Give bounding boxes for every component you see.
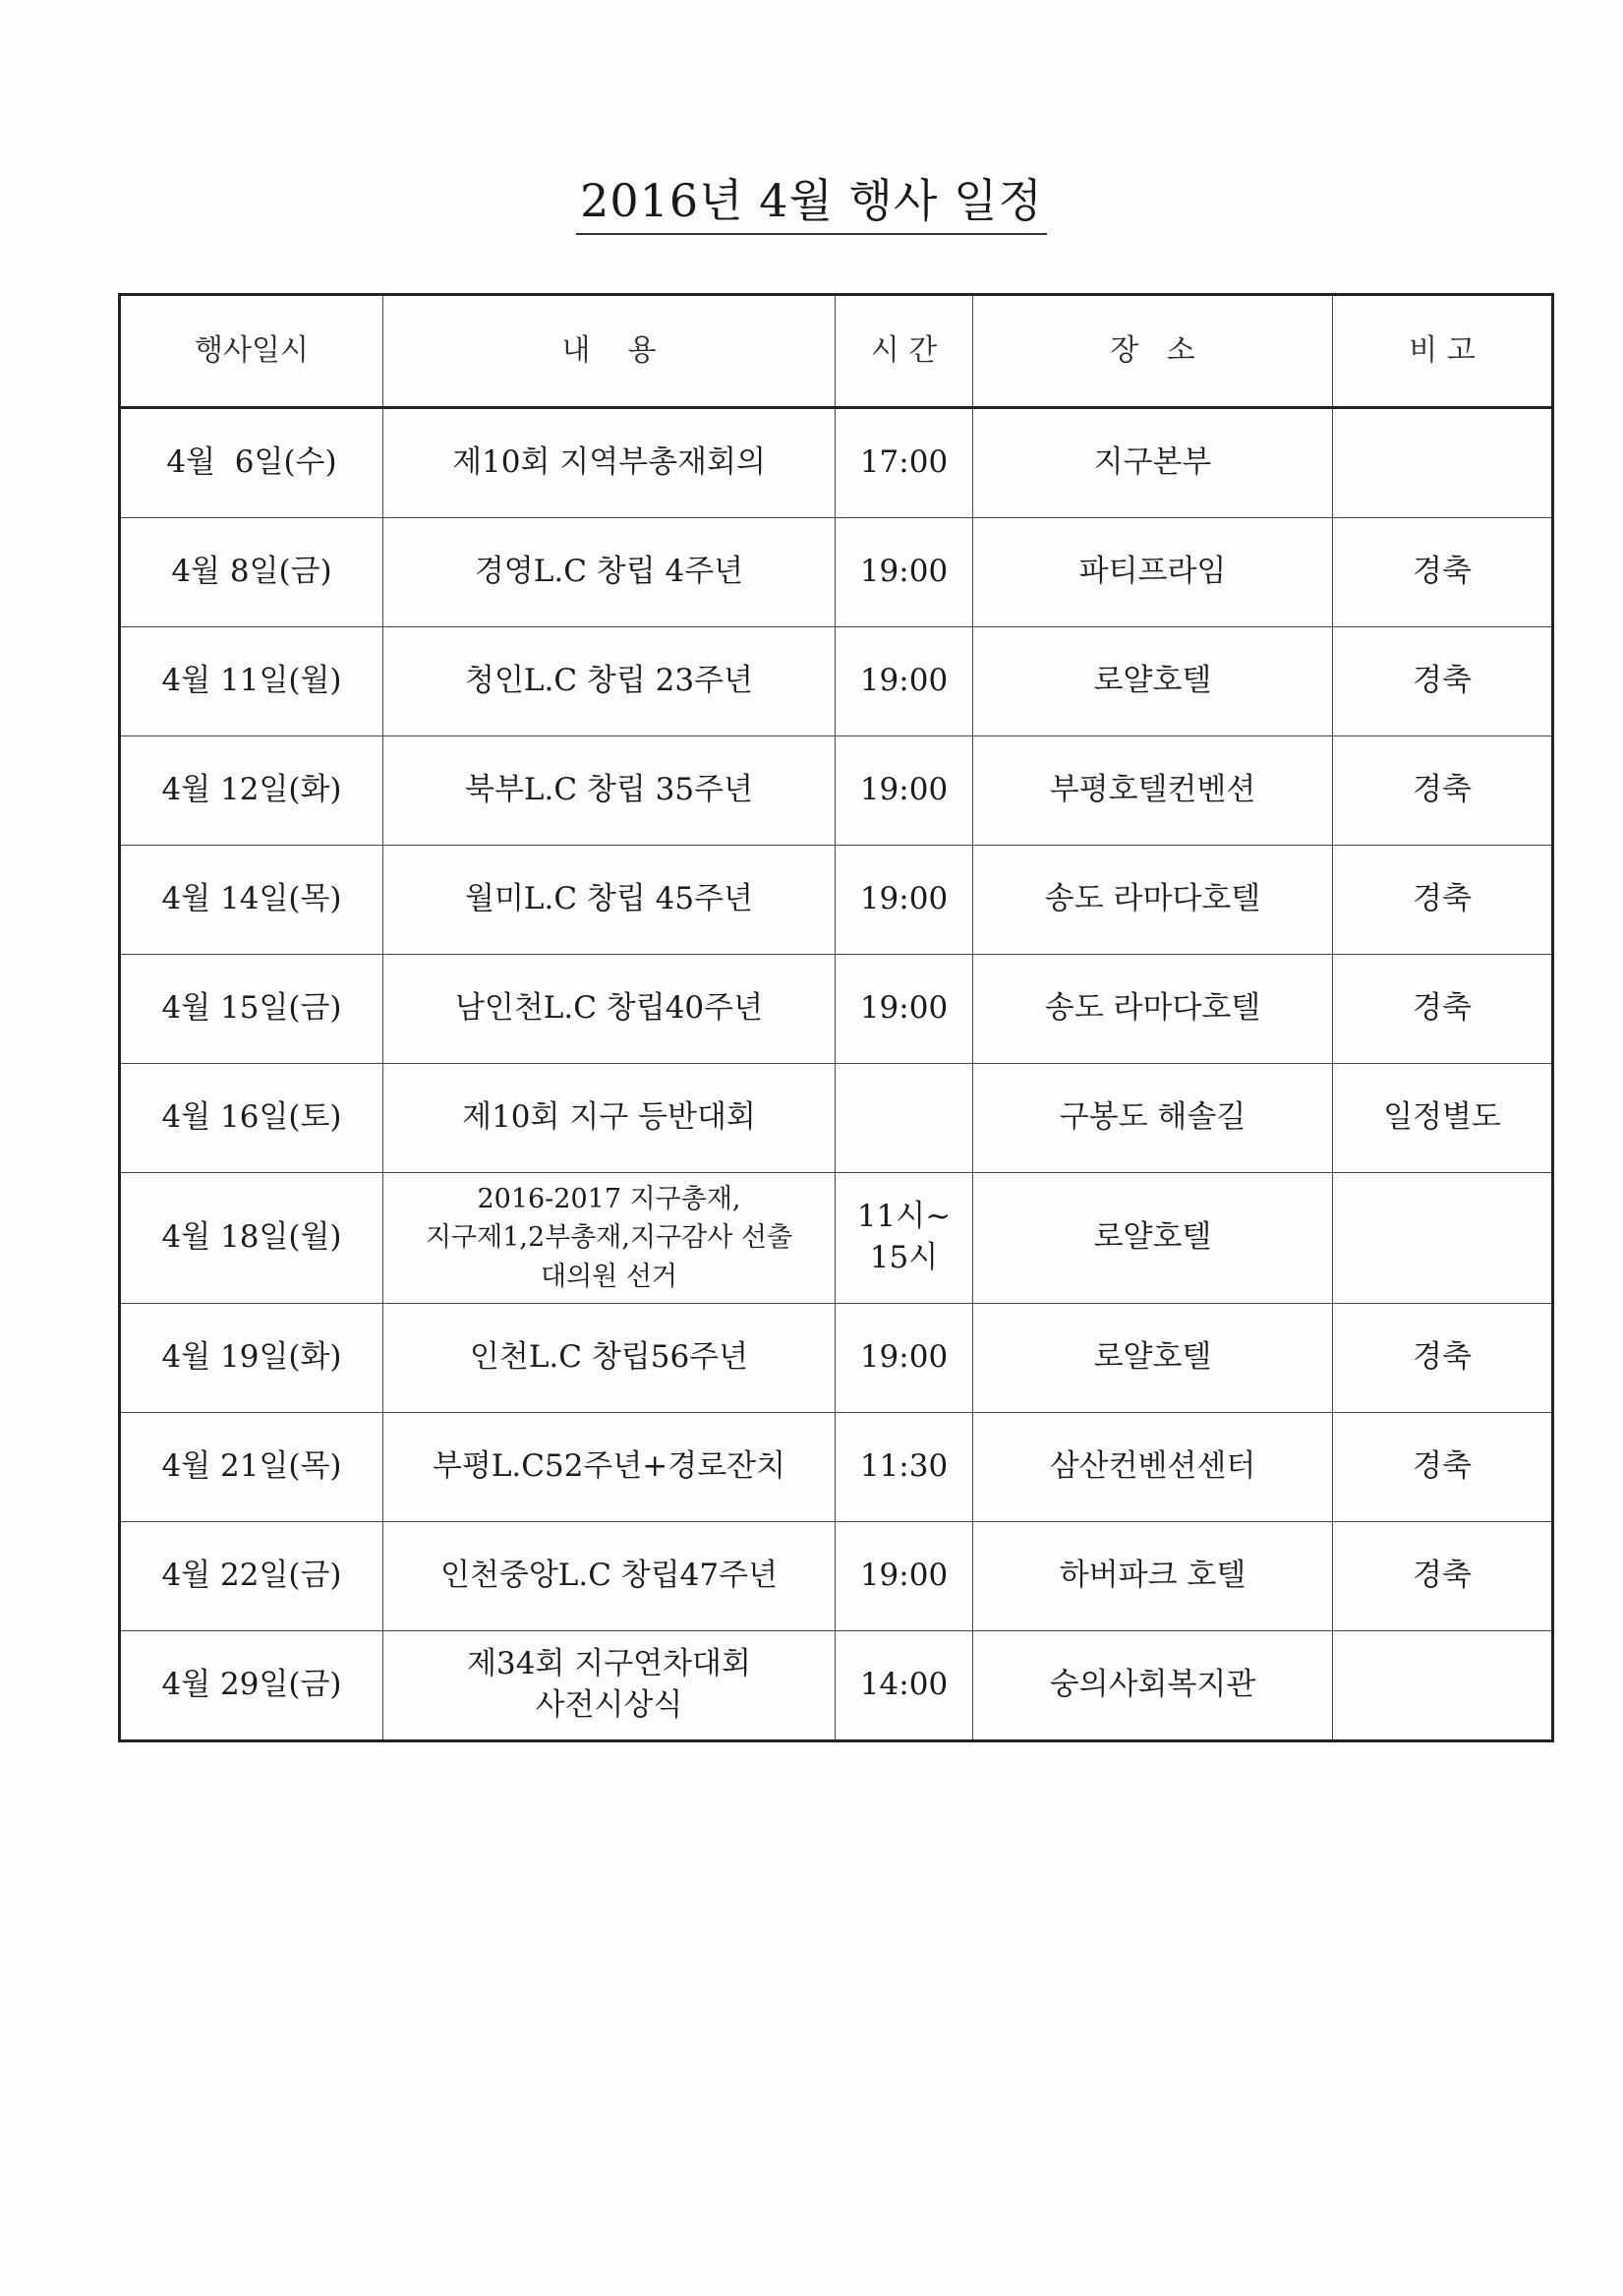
cell-place: 로얄호텔 [973,627,1333,736]
cell-content-line: 2016-2017 지구총재, [477,1184,741,1215]
cell-place: 로얄호텔 [973,1173,1333,1304]
table-header-row [120,295,1553,408]
table-row [120,1064,1553,1173]
cell-date: 4월 22일(금) [120,1522,383,1631]
cell-time [836,1304,973,1413]
cell-date: 4월 16일(토) [120,1064,383,1173]
cell-time-line: 19:00 [859,1339,949,1376]
cell-date: 4월 18일(월) [120,1173,383,1304]
cell-place: 하버파크 호텔 [973,1522,1333,1631]
header-date: 행사일시 [120,295,383,408]
cell-note [1333,1631,1553,1741]
table-row [120,1304,1553,1413]
cell-date: 4월 21일(목) [120,1413,383,1522]
cell-time-line: 19:00 [859,881,949,917]
cell-note: 경축 [1333,1304,1553,1413]
cell-time-line: 14:00 [859,1667,949,1703]
header-content: 내 용 [383,295,836,408]
cell-content [383,1173,836,1304]
cell-place: 지구본부 [973,408,1333,518]
cell-date: 4월 19일(화) [120,1304,383,1413]
cell-content-line: 지구제1,2부총재,지구감사 선출 [425,1222,793,1254]
header-time: 시 간 [836,295,973,408]
cell-time [836,518,973,627]
cell-date: 4월 6일(수) [120,408,383,518]
cell-content [383,1631,836,1741]
cell-time [836,1064,973,1173]
cell-time-line: 19:00 [859,990,949,1027]
page-title-text: 2016년 4월 행사 일정 [576,174,1047,235]
table-row [120,1413,1553,1522]
cell-note [1333,1173,1553,1304]
cell-content [383,627,836,736]
table-row [120,955,1553,1064]
cell-time [836,627,973,736]
cell-date: 4월 29일(금) [120,1631,383,1741]
cell-time-line: 17:00 [859,444,949,481]
table-row [120,846,1553,955]
table-row [120,736,1553,846]
table-row [120,627,1553,736]
cell-content-line: 제10회 지역부총재회의 [452,444,766,481]
cell-note: 일정별도 [1333,1064,1553,1173]
cell-time [836,736,973,846]
cell-note: 경축 [1333,627,1553,736]
cell-time-line: 11:30 [859,1448,949,1485]
cell-content [383,1304,836,1413]
cell-content-line: 북부L.C 창립 35주년 [465,772,753,808]
cell-time-line: 19:00 [859,772,949,808]
cell-content-line: 사전시상식 [535,1687,683,1723]
cell-date: 4월 8일(금) [120,518,383,627]
cell-content [383,518,836,627]
cell-time [836,1173,973,1304]
cell-note: 경축 [1333,736,1553,846]
cell-content [383,955,836,1064]
cell-place: 숭의사회복지관 [973,1631,1333,1741]
cell-content [383,408,836,518]
table-row [120,1522,1553,1631]
cell-place: 송도 라마다호텔 [973,955,1333,1064]
cell-time-line: 19:00 [859,663,949,699]
cell-content-line: 인천중앙L.C 창립47주년 [439,1558,779,1594]
cell-content [383,1522,836,1631]
table-row [120,518,1553,627]
cell-content-line: 남인천L.C 창립40주년 [454,990,764,1027]
cell-content-line: 경영L.C 창립 4주년 [474,554,744,590]
cell-place: 로얄호텔 [973,1304,1333,1413]
cell-content-line: 인천L.C 창립56주년 [469,1339,749,1376]
cell-content [383,1413,836,1522]
table-row [120,408,1553,518]
cell-time [836,846,973,955]
cell-place: 구봉도 해솔길 [973,1064,1333,1173]
cell-content [383,736,836,846]
schedule-table [118,293,1554,1742]
cell-time [836,408,973,518]
cell-content-line: 제34회 지구연차대회 [467,1646,751,1682]
cell-time-line: 11시~ [856,1199,952,1235]
cell-content-line: 월미L.C 창립 45주년 [465,881,753,917]
cell-time-line: 19:00 [859,554,949,590]
table-body [120,408,1553,1741]
cell-note: 경축 [1333,955,1553,1064]
cell-note [1333,408,1553,518]
cell-note: 경축 [1333,518,1553,627]
cell-content [383,846,836,955]
cell-time [836,1522,973,1631]
cell-time-line: 15시 [869,1240,939,1275]
cell-content [383,1064,836,1173]
cell-date: 4월 14일(목) [120,846,383,955]
cell-content-line: 제10회 지구 등반대회 [462,1099,756,1136]
cell-note: 경축 [1333,1522,1553,1631]
header-note: 비 고 [1333,295,1553,408]
cell-content-line: 청인L.C 창립 23주년 [465,663,753,699]
cell-note: 경축 [1333,846,1553,955]
header-place: 장 소 [973,295,1333,408]
cell-date: 4월 15일(금) [120,955,383,1064]
cell-place: 송도 라마다호텔 [973,846,1333,955]
cell-content-line: 부평L.C52주년+경로잔치 [432,1448,786,1485]
cell-content-line: 대의원 선거 [541,1261,677,1292]
cell-time-line: 19:00 [859,1558,949,1594]
cell-time [836,1631,973,1741]
cell-note: 경축 [1333,1413,1553,1522]
table-row [120,1631,1553,1741]
cell-place: 부평호텔컨벤션 [973,736,1333,846]
table-row [120,1173,1553,1304]
page-title [0,165,1623,230]
cell-date: 4월 11일(월) [120,627,383,736]
cell-time [836,1413,973,1522]
cell-place: 파티프라임 [973,518,1333,627]
cell-date: 4월 12일(화) [120,736,383,846]
cell-place: 삼산컨벤션센터 [973,1413,1333,1522]
cell-time [836,955,973,1064]
